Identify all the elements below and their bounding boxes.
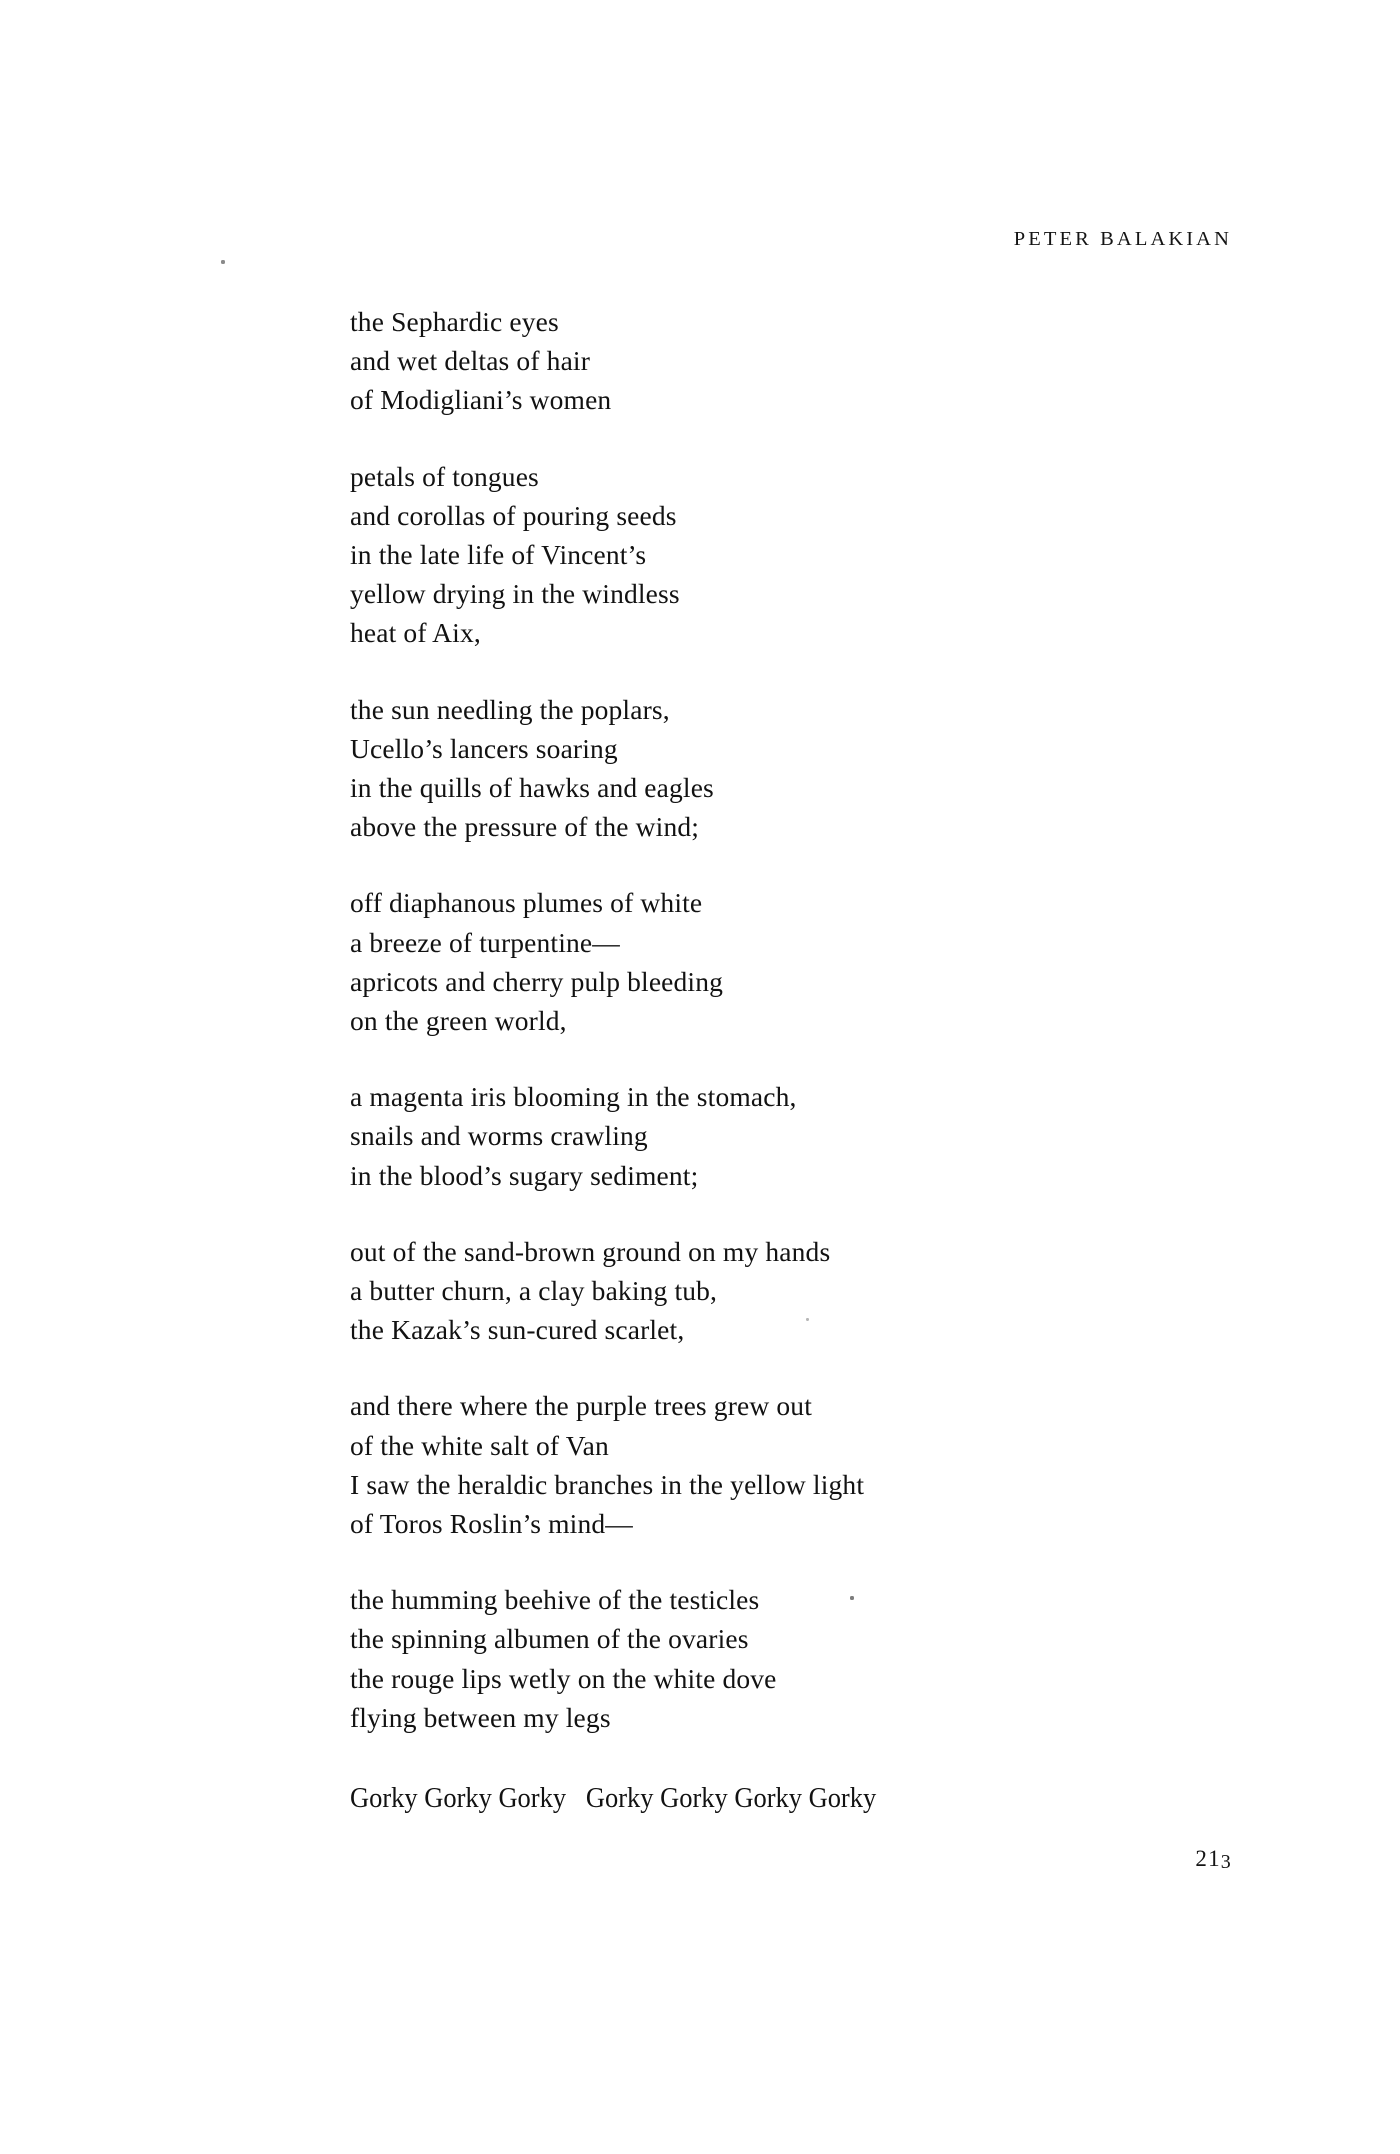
poem-line: in the late life of Vincent’s xyxy=(350,539,647,571)
folio-digit: 1 xyxy=(1208,1846,1221,1871)
poem-line: and there where the purple trees grew out xyxy=(350,1390,812,1422)
poem-line: a butter churn, a clay baking tub, xyxy=(350,1275,718,1307)
poem-line: a breeze of turpentine— xyxy=(350,926,620,958)
running-head: PETER BALAKIAN xyxy=(1013,228,1232,250)
poem-line: on the green world, xyxy=(350,1005,567,1037)
poem-line: apricots and cherry pulp bleeding xyxy=(350,965,724,997)
stanza xyxy=(350,302,1250,420)
poem-line: and corollas of pouring seeds xyxy=(350,499,677,531)
stanza xyxy=(350,1580,1250,1737)
poem-line: yellow drying in the windless xyxy=(350,578,680,610)
page-number xyxy=(350,1846,1232,1872)
stanza xyxy=(350,690,1250,847)
poem-line: snails and worms crawling xyxy=(350,1120,648,1152)
stanza xyxy=(350,1386,1250,1543)
poem-line: Ucello’s lancers soaring xyxy=(350,732,618,764)
scan-speck-icon xyxy=(806,1318,809,1321)
poem-line: and wet deltas of hair xyxy=(350,345,591,377)
stanza xyxy=(350,457,1250,653)
poem-line: out of the sand-brown ground on my hands xyxy=(350,1235,831,1267)
poem-body xyxy=(350,302,1250,1737)
poem-line: off diaphanous plumes of white xyxy=(350,887,703,919)
folio-digit: 2 xyxy=(1195,1846,1209,1871)
refrain-block xyxy=(350,1779,1250,1819)
scan-speck-icon xyxy=(850,1596,854,1600)
stanza xyxy=(350,1077,1250,1195)
poem-line: the sun needling the poplars, xyxy=(350,693,670,725)
poem-line: in the blood’s sugary sediment; xyxy=(350,1159,699,1191)
poem-line: I saw the heraldic branches in the yellow light xyxy=(350,1468,865,1500)
scan-speck-icon xyxy=(221,260,225,264)
poem-line: above the pressure of the wind; xyxy=(350,811,700,843)
poem-line: flying between my legs xyxy=(350,1701,611,1733)
poem-line: the Sephardic eyes xyxy=(350,306,559,337)
poem-refrain-line: Gorky Gorky Gorky Gorky Gorky Gorky Gorky xyxy=(350,1783,877,1814)
poem-line: of Toros Roslin’s mind— xyxy=(350,1508,633,1540)
poem-line: the humming beehive of the testicles xyxy=(350,1584,760,1616)
stanza xyxy=(350,883,1250,1040)
poem-line: the Kazak’s sun-cured scarlet, xyxy=(350,1314,685,1346)
stanza xyxy=(350,1232,1250,1350)
poem-line: a magenta iris blooming in the stomach, xyxy=(350,1081,797,1113)
poem-line: heat of Aix, xyxy=(350,617,481,649)
poem-line: the spinning albumen of the ovaries xyxy=(350,1623,749,1655)
poem-line: petals of tongues xyxy=(350,460,539,492)
poem-line: in the quills of hawks and eagles xyxy=(350,772,714,804)
poem-line: of Modigliani’s women xyxy=(350,384,612,416)
poem-line: the rouge lips wetly on the white dove xyxy=(350,1662,777,1694)
folio-digit: 3 xyxy=(1220,1851,1232,1873)
poem-line: of the white salt of Van xyxy=(350,1429,609,1461)
